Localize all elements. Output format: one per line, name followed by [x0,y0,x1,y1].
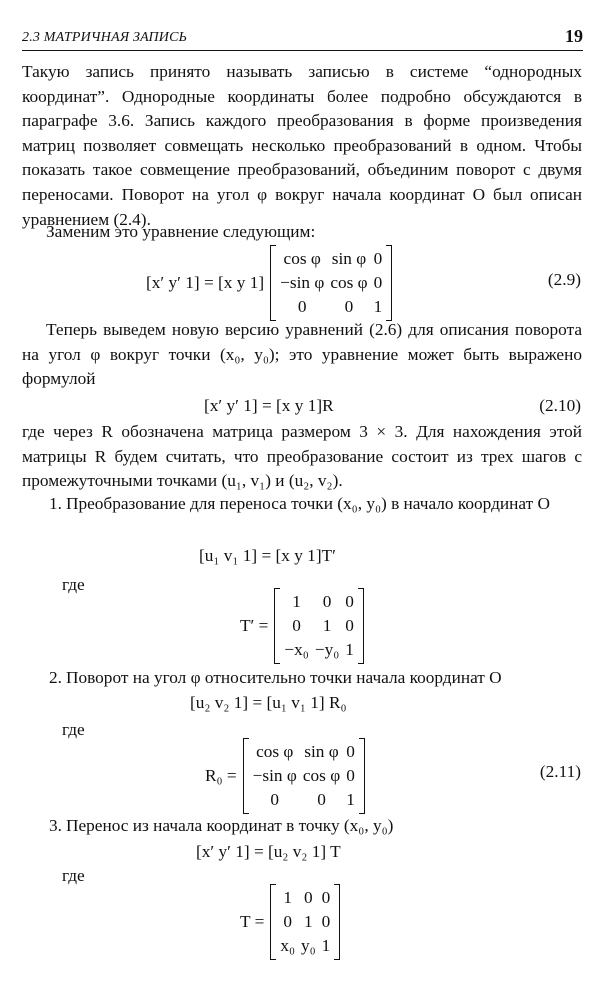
translation-matrix-t-prime [274,588,363,664]
list-item-step-3 [22,814,582,839]
step-2-matrix-block [205,738,365,814]
matrix-cell: sin φ [331,249,367,268]
step-3-number: 3. [49,816,62,835]
matrix-cell: cos φ [302,766,341,785]
matrix-cell: 0 [317,790,326,809]
matrix-cell: 1 [321,936,331,955]
matrix-cell: 0 [345,592,354,611]
rotation-matrix-r0 [243,738,365,814]
matrix-cell: 0 [321,912,331,931]
step-1-matrix-block [240,588,364,664]
step-3-text: Перенос из начала координат в точку (x₀, y₀) [66,816,394,835]
page-number: 19 [565,26,583,46]
matrix-cell: 0 [270,790,280,809]
matrix-cell: 0 [321,888,331,907]
matrix-cell: sin φ [304,742,339,761]
step-2-matrix-lhs: R₀ = [205,766,237,785]
matrix-cell: 0 [346,742,355,761]
step-1-number: 1. [49,494,62,513]
list-item-step-1 [22,492,582,517]
matrix-cell: 1 [283,888,292,907]
matrix-cell: cos φ [256,742,294,761]
matrix-cell: 1 [304,912,313,931]
matrix-cell: 0 [283,912,292,931]
matrix-cell: 0 [344,297,354,316]
matrix-cell: x₀ [280,936,295,955]
matrix-cell: 0 [292,616,301,635]
step-3-where: где [62,866,85,885]
equation-2-10: [x′ y′ 1] = [x y 1]R [204,396,334,415]
matrix-cell: −x₀ [284,640,309,659]
step-3-equation: [x′ y′ 1] = [u₂ v₂ 1] T [196,842,341,861]
equation-number-2-11: (2.11) [539,762,581,781]
matrix-cell: −y₀ [314,640,340,659]
paragraph-replace-equation: Заменим это уравнение следующим: [46,222,316,241]
step-1-matrix-lhs: T′ = [240,616,269,635]
translation-matrix-t [270,884,340,960]
matrix-cell: −sin φ [280,273,325,292]
page-header [22,24,583,51]
paragraph-three-steps: где через R обозначена матрица размером 3 × 3. Для нахождения этой матрицы R будем считать, что преобразование состоит из трех шагов с промежуточными точками (u₁, v₁) и (u₂, v₂). [22,422,582,491]
matrix-cell: 1 [345,640,354,659]
matrix-cell: 0 [345,616,354,635]
matrix-cell: 0 [373,249,383,268]
step-3-matrix-lhs: T = [240,912,265,931]
matrix-cell: cos φ [330,273,368,292]
step-2-number: 2. [49,668,62,687]
matrix-cell: y₀ [300,936,316,955]
step-3-matrix-block [240,884,340,960]
paragraph-homogeneous-coordinates: Такую запись принято называть записью в системе “однородных координат”. Однородные координаты более подробно обсуждаются в параграфе 3.6. Запись каждого преобразования в форме произведения матриц позволяет совмещать несколько преобразований в одном. Чтобы показать такое совмещение преобразований, объединим поворот с двумя переносами. Поворот на угол φ вокруг начала координат O был описан уравнением (2.4). [22,62,582,229]
list-item-step-2 [22,666,582,691]
step-1-text: Преобразование для переноса точки (x₀, y₀) в начало координат O [66,494,550,513]
step-2-equation: [u₂ v₂ 1] = [u₁ v₁ 1] R₀ [190,693,347,712]
step-1-equation: [u₁ v₁ 1] = [x y 1]T′ [199,546,336,565]
equation-number-2-9: (2.9) [547,270,581,289]
matrix-cell: 1 [292,592,301,611]
step-1-where: где [62,575,85,594]
matrix-cell: 1 [346,790,355,809]
equation-2-9 [146,245,392,321]
equation-number-2-10: (2.10) [539,396,581,415]
matrix-cell: 0 [322,592,332,611]
step-2-text: Поворот на угол φ относительно точки начала координат O [66,668,502,687]
matrix-cell: cos φ [283,249,321,268]
matrix-cell: 0 [346,766,355,785]
matrix-cell: 0 [297,297,307,316]
matrix-cell: −sin φ [252,766,297,785]
matrix-cell: 1 [373,297,383,316]
equation-2-9-lhs: [x′ y′ 1] = [x y 1] [146,273,265,292]
matrix-cell: 0 [304,888,313,907]
step-2-where: где [62,720,85,739]
running-head: 2.3 МАТРИЧНАЯ ЗАПИСЬ [22,30,188,45]
rotation-matrix-2-9 [270,245,392,321]
matrix-cell: 1 [322,616,332,635]
matrix-cell: 0 [373,273,383,292]
paragraph-rotation-about-point: Теперь выведем новую версию уравнений (2.6) для описания поворота на угол φ вокруг точки (x₀, y₀); это уравнение может быть выражено формулой [22,320,582,389]
